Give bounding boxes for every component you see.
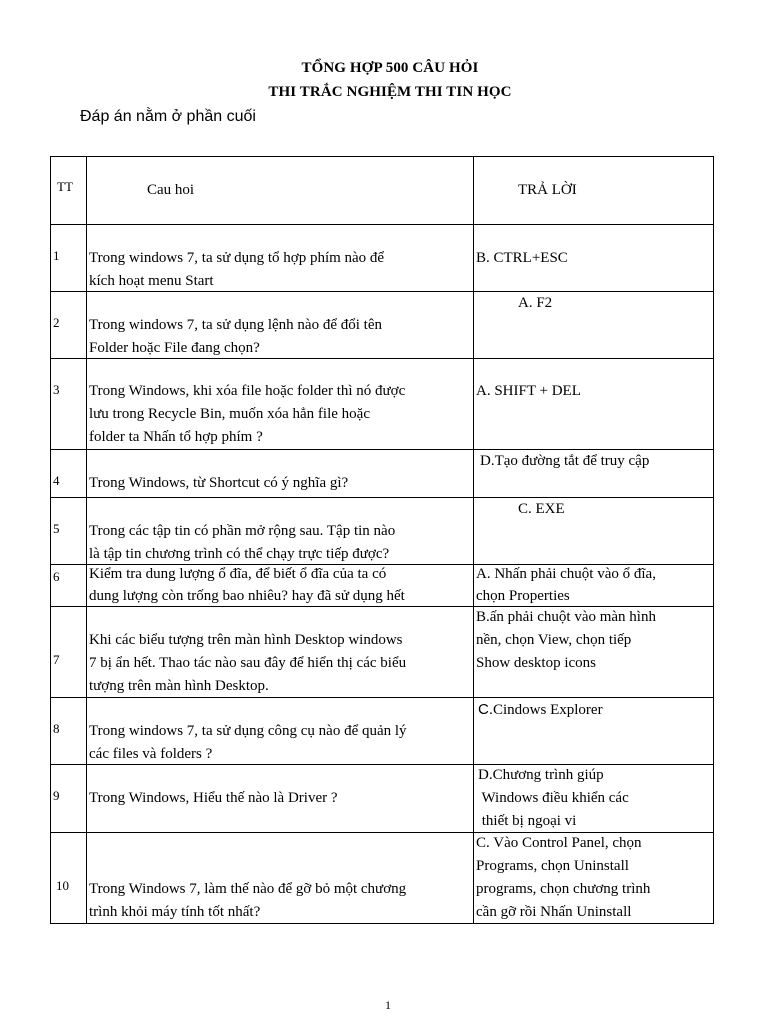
question-cell [87, 698, 474, 765]
header-num-cell [51, 157, 87, 225]
document-title-line1: TỔNG HỢP 500 CÂU HỎI [301, 60, 479, 76]
row-number: 6 [53, 569, 60, 584]
answer-line [478, 698, 713, 722]
row-num-cell [51, 833, 87, 924]
document-subtitle: Đáp án nằm ở phần cuối [80, 108, 256, 125]
row-number: 2 [53, 315, 60, 330]
answer-line: A. F2 [518, 295, 553, 311]
question-cell [87, 607, 474, 698]
answer-cell [474, 359, 714, 450]
table-row [51, 359, 714, 450]
question-cell [87, 359, 474, 450]
question-cell [87, 498, 474, 565]
table-row [51, 607, 714, 698]
row-number: 1 [53, 248, 60, 263]
header-question-cell [87, 157, 474, 225]
table-header-row [51, 157, 714, 225]
question-line: là tập tin chương trình có thể chạy trực tiếp được? [89, 546, 390, 562]
question-line: tượng trên màn hình Desktop. [89, 678, 269, 694]
question-line: Trong windows 7, ta sử dụng tổ hợp phím nào để [89, 250, 385, 266]
table-row [51, 498, 714, 565]
row-number: 5 [53, 521, 60, 536]
answer-cell [474, 833, 714, 924]
answer-line: Windows điều khiển các [478, 790, 629, 806]
question-line: kích hoạt menu Start [89, 273, 214, 289]
table-row [51, 565, 714, 607]
answer-line: nền, chọn View, chọn tiếp [476, 632, 632, 648]
answer-line: C. Vào Control Panel, chọn [476, 835, 642, 851]
answer-cell [474, 225, 714, 292]
answer-line: Programs, chọn Uninstall [476, 858, 629, 874]
question-line: Trong Windows, Hiểu thế nào là Driver ? [89, 790, 338, 806]
document-title-line2: THI TRẮC NGHIỆM THI TIN HỌC [268, 84, 512, 100]
question-line: Trong Windows 7, làm thế nào để gỡ bỏ một chương [89, 881, 407, 897]
question-cell [87, 765, 474, 833]
row-number: 3 [53, 382, 60, 397]
row-num-cell [51, 292, 87, 359]
row-number: 8 [53, 721, 60, 736]
answer-line: B.ấn phải chuột vào màn hình [476, 609, 656, 625]
table-row [51, 450, 714, 498]
question-line: Trong Windows, từ Shortcut có ý nghĩa gì? [89, 475, 349, 491]
answer-line: B. CTRL+ESC [476, 250, 568, 266]
question-line: folder ta Nhấn tổ hợp phím ? [89, 429, 263, 445]
answer-line: D.Tạo đường tắt để truy cập [480, 453, 650, 469]
header-question: Cau hoi [147, 182, 195, 198]
answer-line: cần gỡ rồi Nhấn Uninstall [476, 904, 632, 920]
question-line: Trong windows 7, ta sử dụng công cụ nào để quản lý [89, 723, 407, 739]
question-cell [87, 450, 474, 498]
answer-line: chọn Properties [476, 588, 570, 604]
answer-cell [474, 498, 714, 565]
answer-cell [474, 765, 714, 833]
question-cell [87, 225, 474, 292]
answer-text: Cindows Explorer [493, 702, 603, 718]
answer-line: A. SHIFT + DEL [476, 383, 581, 399]
question-line: Trong windows 7, ta sử dụng lệnh nào để đổi tên [89, 317, 382, 333]
question-line: Trong Windows, khi xóa file hoặc folder thì nó được [89, 383, 406, 399]
question-line: Kiểm tra dung lượng ổ đĩa, để biết ổ đĩa của ta có [89, 566, 387, 582]
row-num-cell [51, 450, 87, 498]
row-num-cell [51, 765, 87, 833]
question-line: trình khỏi máy tính tốt nhất? [89, 904, 261, 920]
row-num-cell [51, 225, 87, 292]
question-table [50, 156, 714, 924]
answer-cell [474, 565, 714, 607]
row-number: 7 [53, 652, 60, 667]
row-num-cell [51, 607, 87, 698]
row-num-cell [51, 565, 87, 607]
header-answer: TRẢ LỜI [518, 182, 577, 198]
row-number: 4 [53, 473, 60, 488]
table-row [51, 292, 714, 359]
row-num-cell [51, 498, 87, 565]
question-line: Folder hoặc File đang chọn? [89, 340, 260, 356]
question-cell [87, 565, 474, 607]
question-line: các files và folders ? [89, 746, 213, 762]
answer-cell [474, 607, 714, 698]
answer-cell [474, 450, 714, 498]
row-num-cell [51, 359, 87, 450]
header-num: TT [57, 179, 73, 194]
row-number: 9 [53, 788, 60, 803]
table-row [51, 765, 714, 833]
answer-line: A. Nhấn phải chuột vào ổ đĩa, [476, 566, 656, 582]
question-line: Khi các biểu tượng trên màn hình Desktop windows [89, 632, 403, 648]
table-row [51, 833, 714, 924]
answer-line: programs, chọn chương trình [476, 881, 651, 897]
answer-prefix: C. [478, 701, 493, 718]
question-cell [87, 292, 474, 359]
page-number: 1 [385, 998, 391, 1012]
row-num-cell [51, 698, 87, 765]
header-answer-cell [474, 157, 714, 225]
question-line: dung lượng còn trống bao nhiêu? hay đã sử dụng hết [89, 588, 405, 604]
answer-line: D.Chương trình giúp [478, 767, 604, 783]
question-line: 7 bị ẩn hết. Thao tác nào sau đây để hiển thị các biểu [89, 655, 407, 671]
table-row [51, 698, 714, 765]
answer-line: Show desktop icons [476, 655, 596, 671]
question-line: lưu trong Recycle Bin, muốn xóa hẳn file hoặc [89, 406, 370, 422]
answer-line: C. EXE [518, 501, 565, 517]
row-number: 10 [56, 878, 69, 893]
table-row [51, 225, 714, 292]
answer-cell [474, 292, 714, 359]
question-cell [87, 833, 474, 924]
answer-cell [474, 698, 714, 765]
answer-line: thiết bị ngoại vi [478, 813, 577, 829]
question-line: Trong các tập tin có phần mở rộng sau. Tập tin nào [89, 523, 396, 539]
